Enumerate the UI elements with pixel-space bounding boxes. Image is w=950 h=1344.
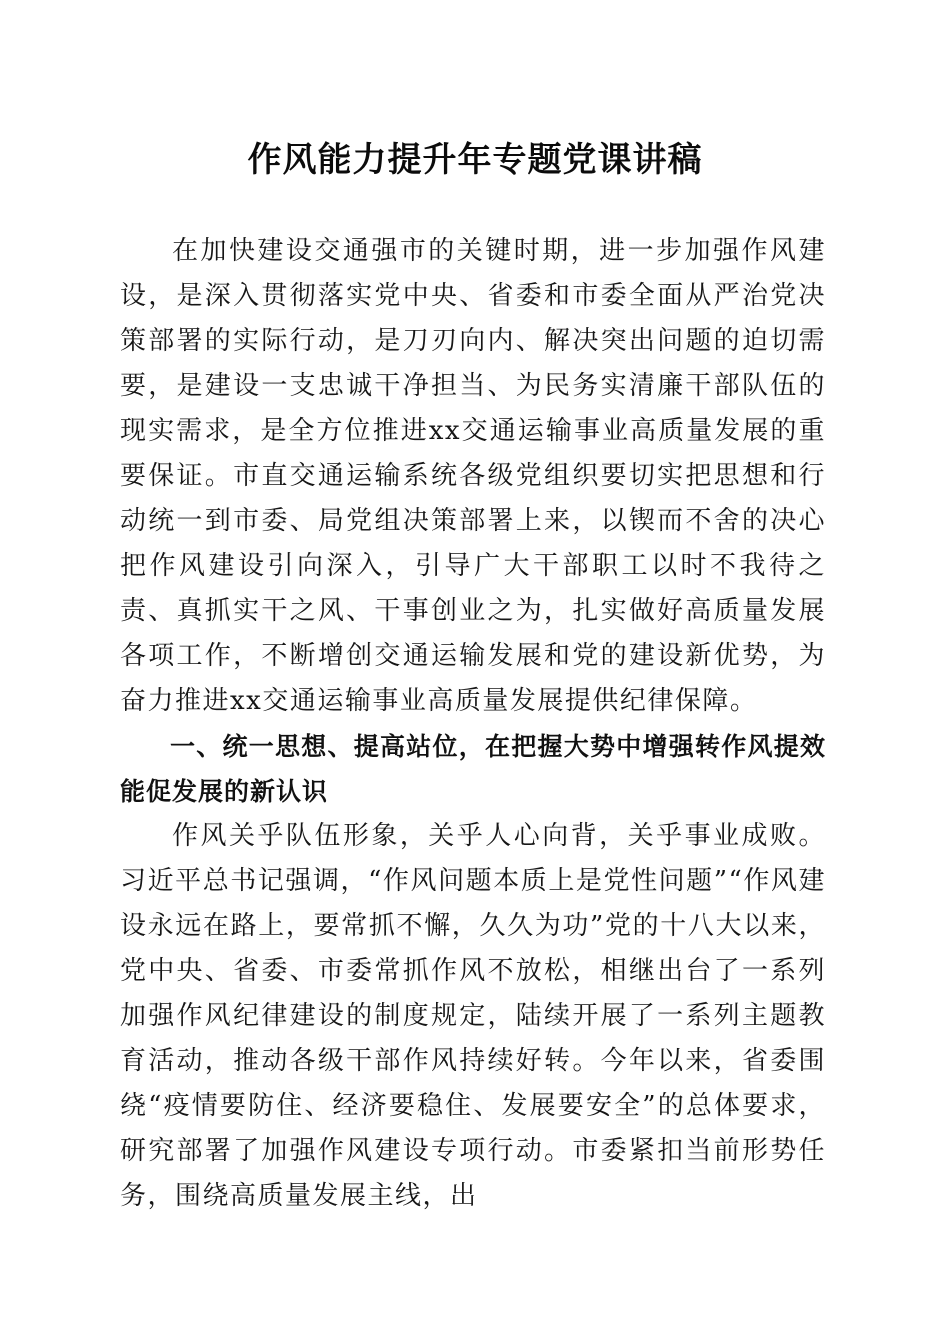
intro-paragraph: 在加快建设交通强市的关键时期，进一步加强作风建设，是深入贯彻落实党中央、省委和市委全面从严治党决策部署的实际行动，是刀刃向内、解决突出问题的迫切需要，是建设一支忠诚干净担当、为民务实清廉干部队伍的现实需求，是全方位推进xx交通运输事业高质量发展的重要保证。市直交通运输系统各级党组织要切实把思想和行动统一到市委、局党组决策部署上来，以锲而不舍的决心把作风建设引向深入，引导广大干部职工以时不我待之责、真抓实干之风、干事创业之为，扎实做好高质量发展各项工作，不断增创交通运输发展和党的建设新优势，为奋力推进xx交通运输事业高质量发展提供纪律保障。 [120,236,826,716]
document-body [120,229,826,1219]
document-title: 作风能力提升年专题党课讲稿 [247,140,703,180]
section-1-paragraph: 作风关乎队伍形象，关乎人心向背，关乎事业成败。习近平总书记强调，“作风问题本质上是党性问题”“作风建设永远在路上，要常抓不懈，久久为功”党的十八大以来，党中央、省委、市委常抓作风不放松，相继出台了一系列加强作风纪律建设的制度规定，陆续开展了一系列主题教育活动，推动各级干部作风持续好转。今年以来，省委围绕“疫情要防住、经济要稳住、发展要安全”的总体要求，研究部署了加强作风建设专项行动。市委紧扣当前形势任务，围绕高质量发展主线，出 [120,821,826,1211]
section-heading-1: 一、统一思想、提高站位，在把握大势中增强转作风提效能促发展的新认识 [120,732,826,806]
